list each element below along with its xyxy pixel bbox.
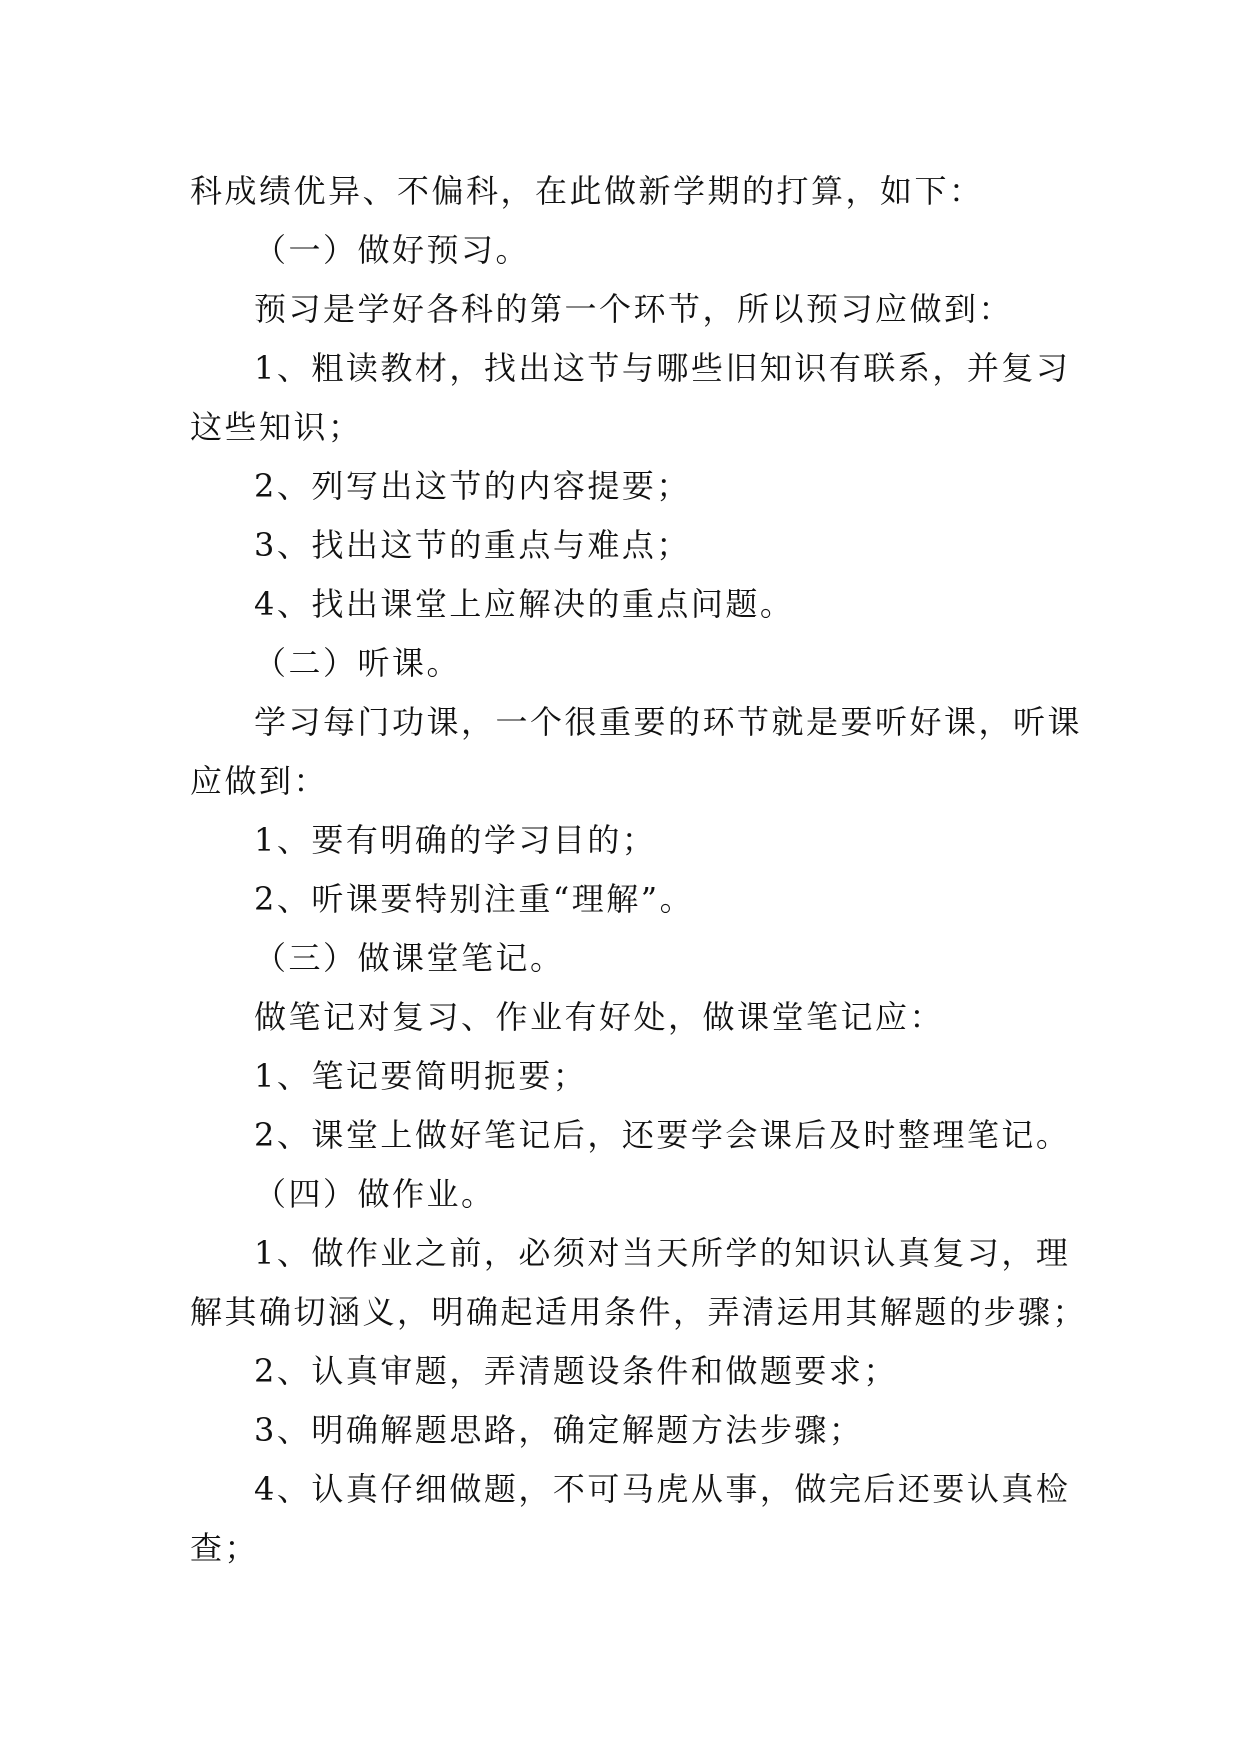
section-heading: （一）做好预习。 <box>254 231 531 269</box>
list-item-continuation: 查； <box>190 1529 260 1567</box>
section-heading: （二）听课。 <box>254 644 462 682</box>
paragraph-line: 做笔记对复习、作业有好处，做课堂笔记应： <box>254 998 945 1036</box>
paragraph-line-continuation: 应做到： <box>190 762 329 800</box>
list-item: 4、认真仔细做题，不可马虎从事，做完后还要认真检 <box>254 1470 1071 1508</box>
list-item: 2、听课要特别注重“理解”。 <box>254 880 695 918</box>
list-item: 4、找出课堂上应解决的重点问题。 <box>254 585 795 623</box>
list-item: 1、做作业之前，必须对当天所学的知识认真复习，理 <box>254 1234 1071 1272</box>
paragraph-line: 科成绩优异、不偏科，在此做新学期的打算，如下： <box>190 172 984 210</box>
section-heading: （四）做作业。 <box>254 1175 496 1213</box>
list-item: 2、课堂上做好笔记后，还要学会课后及时整理笔记。 <box>254 1116 1071 1154</box>
document-body <box>190 162 1088 1578</box>
list-item: 3、明确解题思路，确定解题方法步骤； <box>254 1411 864 1449</box>
list-item: 3、找出这节的重点与难点； <box>254 526 691 564</box>
list-item: 1、笔记要简明扼要； <box>254 1057 588 1095</box>
paragraph-line: 学习每门功课，一个很重要的环节就是要听好课，听课 <box>254 703 1083 741</box>
list-item: 2、认真审题，弄清题设条件和做题要求； <box>254 1352 898 1390</box>
list-item: 1、粗读教材，找出这节与哪些旧知识有联系，并复习 <box>254 349 1071 387</box>
list-item: 1、要有明确的学习目的； <box>254 821 657 859</box>
list-item-continuation: 这些知识； <box>190 408 363 446</box>
list-item: 2、列写出这节的内容提要； <box>254 467 691 505</box>
list-item-continuation: 解其确切涵义，明确起适用条件，弄清运用其解题的步骤； <box>190 1293 1088 1331</box>
paragraph-line: 预习是学好各科的第一个环节，所以预习应做到： <box>254 290 1014 328</box>
section-heading: （三）做课堂笔记。 <box>254 939 565 977</box>
